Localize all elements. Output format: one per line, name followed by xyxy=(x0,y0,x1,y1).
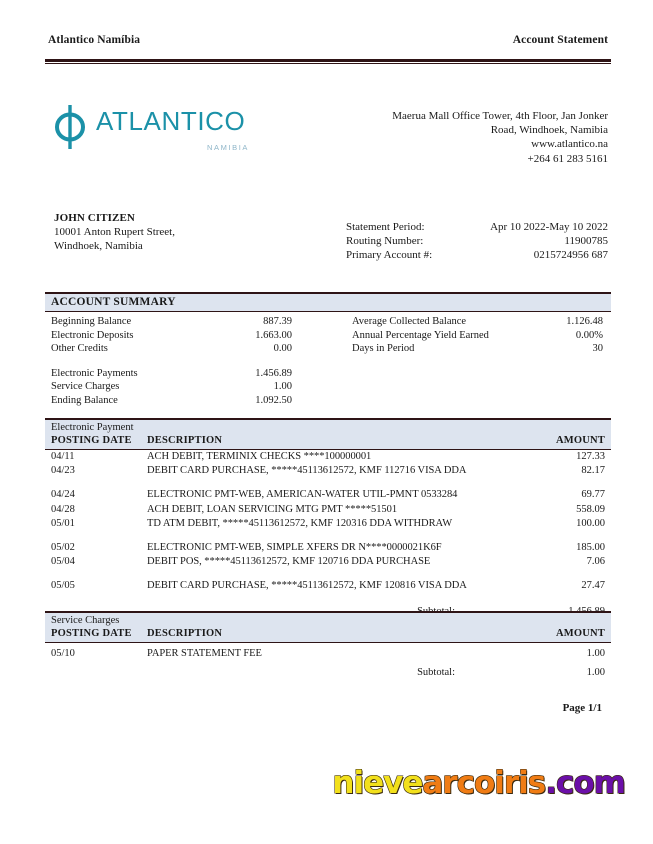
logo-wordmark: ATLANTICO xyxy=(96,106,246,136)
summary-electronic-deposits xyxy=(51,329,328,343)
watermark-part-3: .com xyxy=(545,765,625,801)
service-charges-label: Service Charges xyxy=(51,615,120,626)
account-summary-banner xyxy=(45,292,611,312)
primary-account-row xyxy=(346,248,608,262)
row-description: ELECTRONIC PMT-WEB, SIMPLE XFERS DR N****0000021K6F xyxy=(147,542,442,554)
subtotal-label: Subtotal: xyxy=(417,667,455,679)
electronic-payment-label: Electronic Payment xyxy=(51,422,134,433)
watermark-part-1: nieve xyxy=(332,765,423,801)
row-date: 05/10 xyxy=(51,648,75,659)
subtotal-value: 1.00 xyxy=(586,667,605,679)
row-amount: 82.17 xyxy=(581,465,605,477)
row-description: ELECTRONIC PMT-WEB, AMERICAN-WATER UTIL-PMNT 0533284 xyxy=(147,489,458,501)
phi-logo-icon xyxy=(52,102,88,152)
row-date: 04/28 xyxy=(51,503,75,515)
summary-value: 1.00 xyxy=(273,381,292,393)
row-amount: 185.00 xyxy=(576,542,605,554)
row-amount: 1.00 xyxy=(586,648,605,659)
bank-name-header: Atlantico Namíbia xyxy=(48,34,141,46)
summary-label: Service Charges xyxy=(51,381,120,393)
row-description: TD ATM DEBIT, *****45113612572, KMF 120316 DDA WITHDRAW xyxy=(147,517,453,529)
column-header-posting-date: POSTING DATE xyxy=(51,435,132,446)
row-description: PAPER STATEMENT FEE xyxy=(147,648,262,659)
service-charges-subtotal xyxy=(45,667,611,678)
row-amount: 27.47 xyxy=(581,580,605,592)
row-date: 04/24 xyxy=(51,489,75,501)
summary-days-in-period xyxy=(328,342,605,356)
summary-label: Annual Percentage Yield Earned xyxy=(352,329,489,341)
watermark-part-2: arcoiris xyxy=(422,765,546,801)
bank-phone: +264 61 283 5161 xyxy=(527,152,608,165)
summary-value: 887.39 xyxy=(263,316,292,327)
row-amount: 558.09 xyxy=(576,503,605,515)
summary-spacer xyxy=(51,356,605,367)
table-row xyxy=(51,517,605,531)
customer-address-line-2: Windhoek, Namibia xyxy=(54,240,143,253)
column-header-description: DESCRIPTION xyxy=(147,628,223,639)
customer-address-line-1: 10001 Anton Rupert Street, xyxy=(54,226,175,239)
summary-other-credits xyxy=(51,342,328,356)
table-row xyxy=(51,464,605,478)
summary-row xyxy=(51,380,605,394)
table-row xyxy=(51,541,605,555)
summary-value: 1.456.89 xyxy=(255,367,292,379)
summary-value: 0.00% xyxy=(575,329,603,341)
statement-meta-block xyxy=(346,220,608,263)
summary-label: Ending Balance xyxy=(51,394,118,406)
row-date: 05/02 xyxy=(51,542,75,554)
summary-row xyxy=(51,315,605,329)
summary-label: Beginning Balance xyxy=(51,316,132,327)
summary-row xyxy=(51,342,605,356)
summary-label: Average Collected Balance xyxy=(352,316,467,327)
service-charges-rows xyxy=(45,647,611,661)
summary-ending-balance xyxy=(51,394,328,408)
document-type-header: Account Statement xyxy=(512,34,608,46)
column-header-posting-date: POSTING DATE xyxy=(51,628,132,639)
row-date: 04/23 xyxy=(51,465,75,477)
electronic-payment-rows xyxy=(45,450,611,594)
primary-account-value: 0215724956 687 xyxy=(533,249,608,262)
row-description: ACH DEBIT, LOAN SERVICING MTG PMT *****51501 xyxy=(147,503,398,515)
summary-label: Electronic Payments xyxy=(51,367,138,379)
statement-period-row xyxy=(346,220,608,234)
row-date: 05/01 xyxy=(51,517,75,529)
customer-name: JOHN CITIZEN xyxy=(54,212,135,224)
row-date: 05/04 xyxy=(51,556,75,568)
logo-subtitle: NAMIBIA xyxy=(207,143,250,152)
summary-empty-cell xyxy=(328,380,605,394)
summary-value: 0.00 xyxy=(273,343,292,355)
row-description: DEBIT CARD PURCHASE, *****45113612572, KMF 120816 VISA DDA xyxy=(147,580,467,592)
watermark xyxy=(0,765,653,801)
summary-row xyxy=(51,329,605,343)
electronic-payment-section xyxy=(45,418,611,617)
summary-service-charges xyxy=(51,380,328,394)
summary-label: Days in Period xyxy=(352,343,415,355)
row-description: ACH DEBIT, TERMINIX CHECKS ****100000001 xyxy=(147,451,372,462)
service-charges-banner xyxy=(45,611,611,643)
column-header-amount: AMOUNT xyxy=(555,435,605,446)
primary-account-label: Primary Account #: xyxy=(346,249,433,262)
summary-electronic-payments xyxy=(51,367,328,381)
summary-empty-cell xyxy=(328,394,605,408)
row-amount: 127.33 xyxy=(576,451,605,462)
column-header-description: DESCRIPTION xyxy=(147,435,223,446)
routing-number-label: Routing Number: xyxy=(346,235,424,248)
summary-label: Electronic Deposits xyxy=(51,329,134,341)
account-summary-body xyxy=(45,312,611,408)
row-amount: 100.00 xyxy=(576,517,605,529)
table-row xyxy=(51,647,605,661)
column-header-amount: AMOUNT xyxy=(555,628,605,639)
row-amount: 7.06 xyxy=(586,556,605,568)
summary-value: 1.663.00 xyxy=(255,329,292,341)
page-number: Page 1/1 xyxy=(562,702,602,714)
service-charges-column-headers xyxy=(51,627,605,640)
table-row xyxy=(51,488,605,502)
account-summary-section xyxy=(45,292,611,408)
account-summary-title: ACCOUNT SUMMARY xyxy=(51,296,176,308)
summary-average-collected-balance xyxy=(328,315,605,329)
summary-value: 1.126.48 xyxy=(566,316,603,327)
bank-website: www.atlantico.na xyxy=(531,138,608,151)
summary-beginning-balance xyxy=(51,315,328,329)
customer-address-block xyxy=(54,211,324,254)
electronic-payment-banner xyxy=(45,418,611,450)
electronic-payment-column-headers xyxy=(51,434,605,447)
summary-apy-earned xyxy=(328,329,605,343)
summary-label: Other Credits xyxy=(51,343,108,355)
table-row xyxy=(51,450,605,464)
routing-number-value: 11900785 xyxy=(564,235,608,248)
row-date: 04/11 xyxy=(51,451,75,462)
statement-period-label: Statement Period: xyxy=(346,221,425,233)
statement-period-value: Apr 10 2022-May 10 2022 xyxy=(490,221,608,233)
summary-value: 1.092.50 xyxy=(255,394,292,406)
document-header xyxy=(48,34,608,46)
bank-address-block xyxy=(318,109,608,166)
brand-logo xyxy=(52,100,282,162)
summary-row xyxy=(51,394,605,408)
bank-address-line-1: Maerua Mall Office Tower, 4th Floor, Jan Jonker xyxy=(392,110,608,122)
summary-empty-cell xyxy=(328,367,605,381)
row-date: 05/05 xyxy=(51,580,75,592)
row-description: DEBIT POS, *****45113612572, KMF 120716 DDA PURCHASE xyxy=(147,556,431,568)
routing-number-row xyxy=(346,234,608,248)
table-row xyxy=(51,579,605,593)
summary-value: 30 xyxy=(592,343,603,355)
table-row xyxy=(51,555,605,569)
row-amount: 69.77 xyxy=(581,489,605,501)
table-row xyxy=(51,503,605,517)
summary-row xyxy=(51,367,605,381)
service-charges-section xyxy=(45,611,611,678)
row-description: DEBIT CARD PURCHASE, *****45113612572, KMF 112716 VISA DDA xyxy=(147,465,467,477)
bank-address-line-2: Road, Windhoek, Namibia xyxy=(490,124,608,137)
header-divider xyxy=(45,59,611,64)
